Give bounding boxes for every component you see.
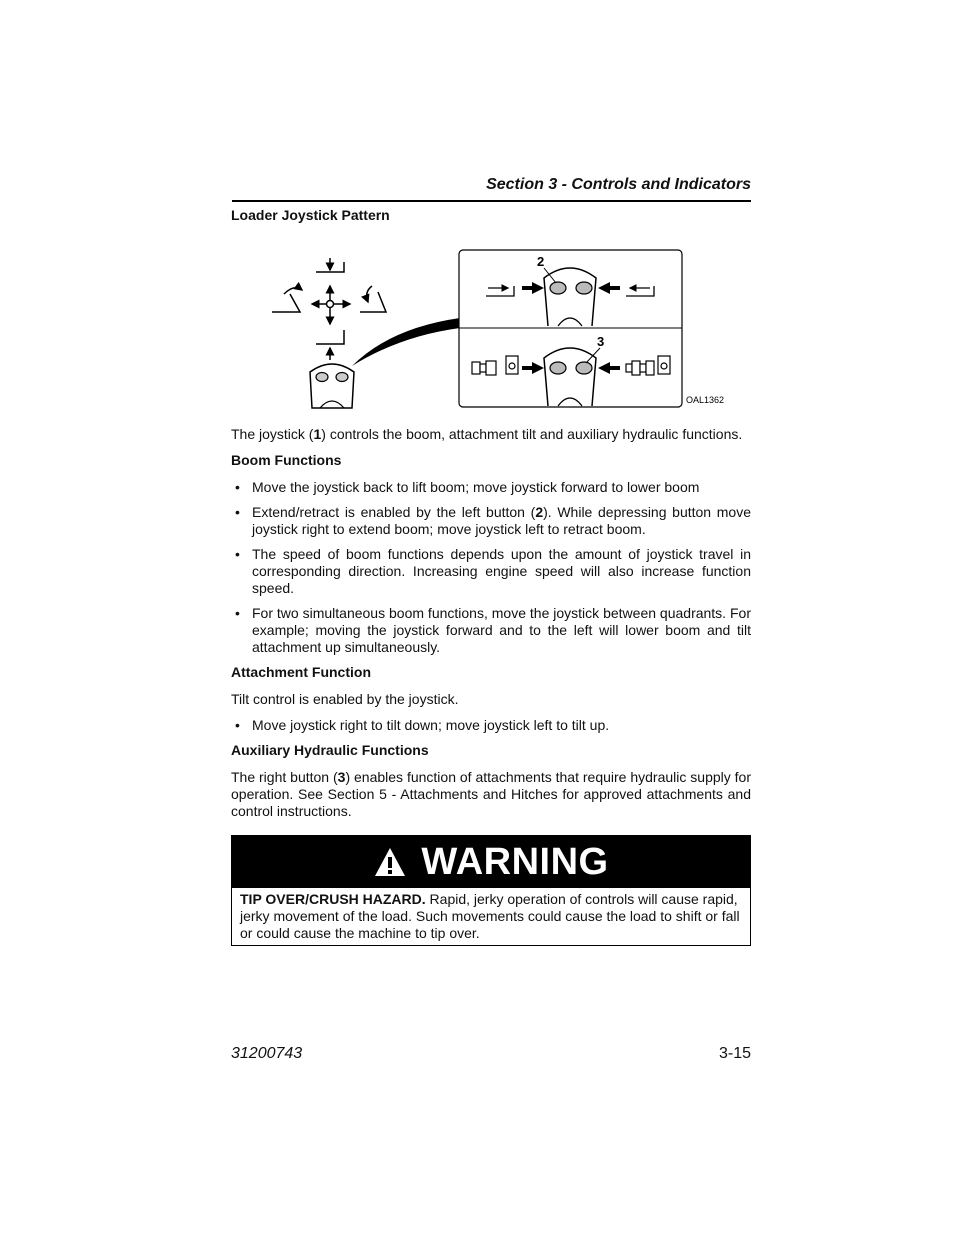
upper-handle	[544, 268, 596, 326]
joystick-direction-cross	[312, 286, 350, 324]
warning-triangle-icon	[373, 846, 407, 878]
callout-3: 3	[597, 334, 605, 349]
intro-paragraph: The joystick (1) controls the boom, attachment tilt and auxiliary hydraulic functions.	[231, 426, 743, 442]
doc-number: 31200743	[231, 1045, 303, 1062]
auxiliary-hydraulic-heading: Auxiliary Hydraulic Functions	[231, 742, 429, 758]
boom-lift-icon	[316, 330, 344, 360]
warning-box	[231, 835, 751, 946]
section-title: Section 3 - Controls and Indicators	[486, 176, 751, 193]
boom-lower-icon	[316, 258, 344, 272]
list-item: • The speed of boom functions depends upon the amount of joystick travel in corresponding direction. Increasing engine speed will also increase function speed.	[235, 546, 751, 596]
lower-handle	[544, 348, 596, 406]
figure-heading: Loader Joystick Pattern	[231, 207, 390, 223]
tilt-down-icon	[360, 286, 386, 312]
list-item: • Extend/retract is enabled by the left button (2). While depressing button move joystick right to extend boom; move joystick left to retract boom.	[235, 504, 752, 537]
auxiliary-paragraph: The right button (3) enables function of attachments that require hydraulic supply for operation. See Section 5 - Attachments and Hitches for approved attachments and control instructions.	[231, 769, 751, 819]
boom-functions-heading: Boom Functions	[231, 452, 342, 468]
list-item: • Move the joystick back to lift boom; move joystick forward to lower boom	[235, 479, 700, 495]
warning-title: WARNING	[421, 840, 609, 883]
section-header	[232, 176, 751, 202]
warning-text: TIP OVER/CRUSH HAZARD. Rapid, jerky operation of controls will cause rapid, jerky movement of the load. Such movements could cause the load to shift or fall or could cause the machine to tip over.	[240, 891, 740, 941]
callout-2: 2	[537, 254, 545, 269]
joystick-pattern-figure	[260, 248, 730, 413]
attachment-function-heading: Attachment Function	[231, 664, 371, 680]
list-item: • Move joystick right to tilt down; move joystick left to tilt up.	[235, 717, 610, 733]
figure-ref-code: OAL1362	[686, 395, 725, 405]
attachment-intro: Tilt control is enabled by the joystick.	[231, 691, 459, 707]
warning-banner	[232, 836, 750, 888]
tilt-up-icon	[272, 288, 302, 312]
joystick-handle-small	[310, 364, 354, 408]
page-number: 3-15	[718, 1045, 751, 1062]
detail-leader	[352, 318, 460, 366]
list-item: • For two simultaneous boom functions, move the joystick between quadrants. For example; moving the joystick forward and to the left will lower boom and tilt attachment up simultaneously.	[235, 605, 751, 655]
